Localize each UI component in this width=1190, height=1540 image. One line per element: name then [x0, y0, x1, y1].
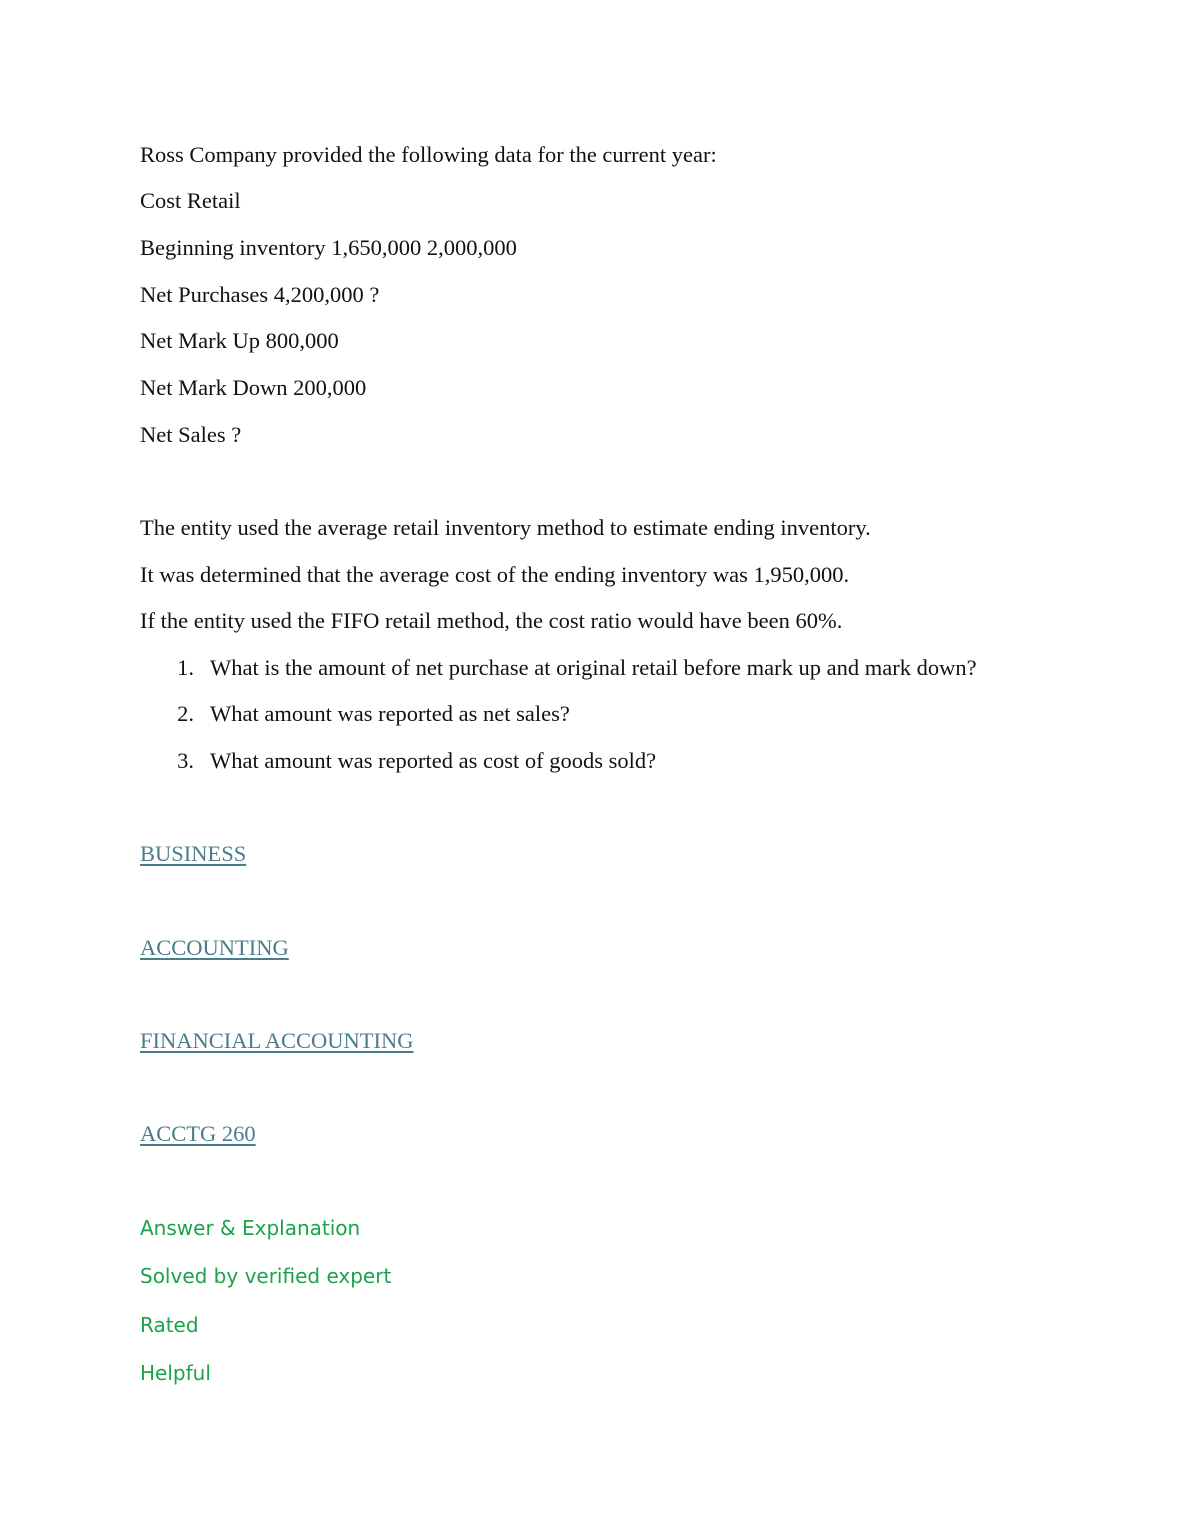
rated-label: Rated — [140, 1313, 199, 1337]
solved-by-expert-label: Solved by verified expert — [140, 1264, 392, 1288]
paragraph-average-cost: It was determined that the average cost of the ending inventory was 1,950,000. — [140, 562, 850, 587]
intro-text: Ross Company provided the following data for the current year: — [140, 142, 717, 167]
category-link-financial-accounting[interactable]: FINANCIAL ACCOUNTING — [140, 1028, 414, 1053]
category-link-business[interactable]: BUSINESS — [140, 841, 247, 866]
data-line-net-mark-down: Net Mark Down 200,000 — [140, 375, 367, 400]
data-line-net-sales: Net Sales ? — [140, 422, 242, 447]
question-number: 2. — [177, 701, 194, 726]
data-line-net-mark-up: Net Mark Up 800,000 — [140, 328, 339, 353]
question-number: 3. — [177, 748, 194, 773]
paragraph-fifo-ratio: If the entity used the FIFO retail method, the cost ratio would have been 60%. — [140, 608, 843, 633]
answer-explanation-heading: Answer & Explanation — [140, 1216, 361, 1240]
question-text: What amount was reported as cost of goods sold? — [210, 748, 657, 773]
question-text: What amount was reported as net sales? — [210, 701, 570, 726]
paragraph-method: The entity used the average retail inventory method to estimate ending inventory. — [140, 515, 871, 540]
category-link-accounting[interactable]: ACCOUNTING — [140, 935, 289, 960]
question-number: 1. — [177, 655, 194, 680]
data-line-header: Cost Retail — [140, 188, 241, 213]
category-link-acctg-260[interactable]: ACCTG 260 — [140, 1121, 256, 1146]
data-line-beginning-inventory: Beginning inventory 1,650,000 2,000,000 — [140, 235, 517, 260]
helpful-label: Helpful — [140, 1361, 211, 1385]
data-line-net-purchases: Net Purchases 4,200,000 ? — [140, 282, 380, 307]
question-text: What is the amount of net purchase at original retail before mark up and mark down? — [210, 655, 977, 680]
